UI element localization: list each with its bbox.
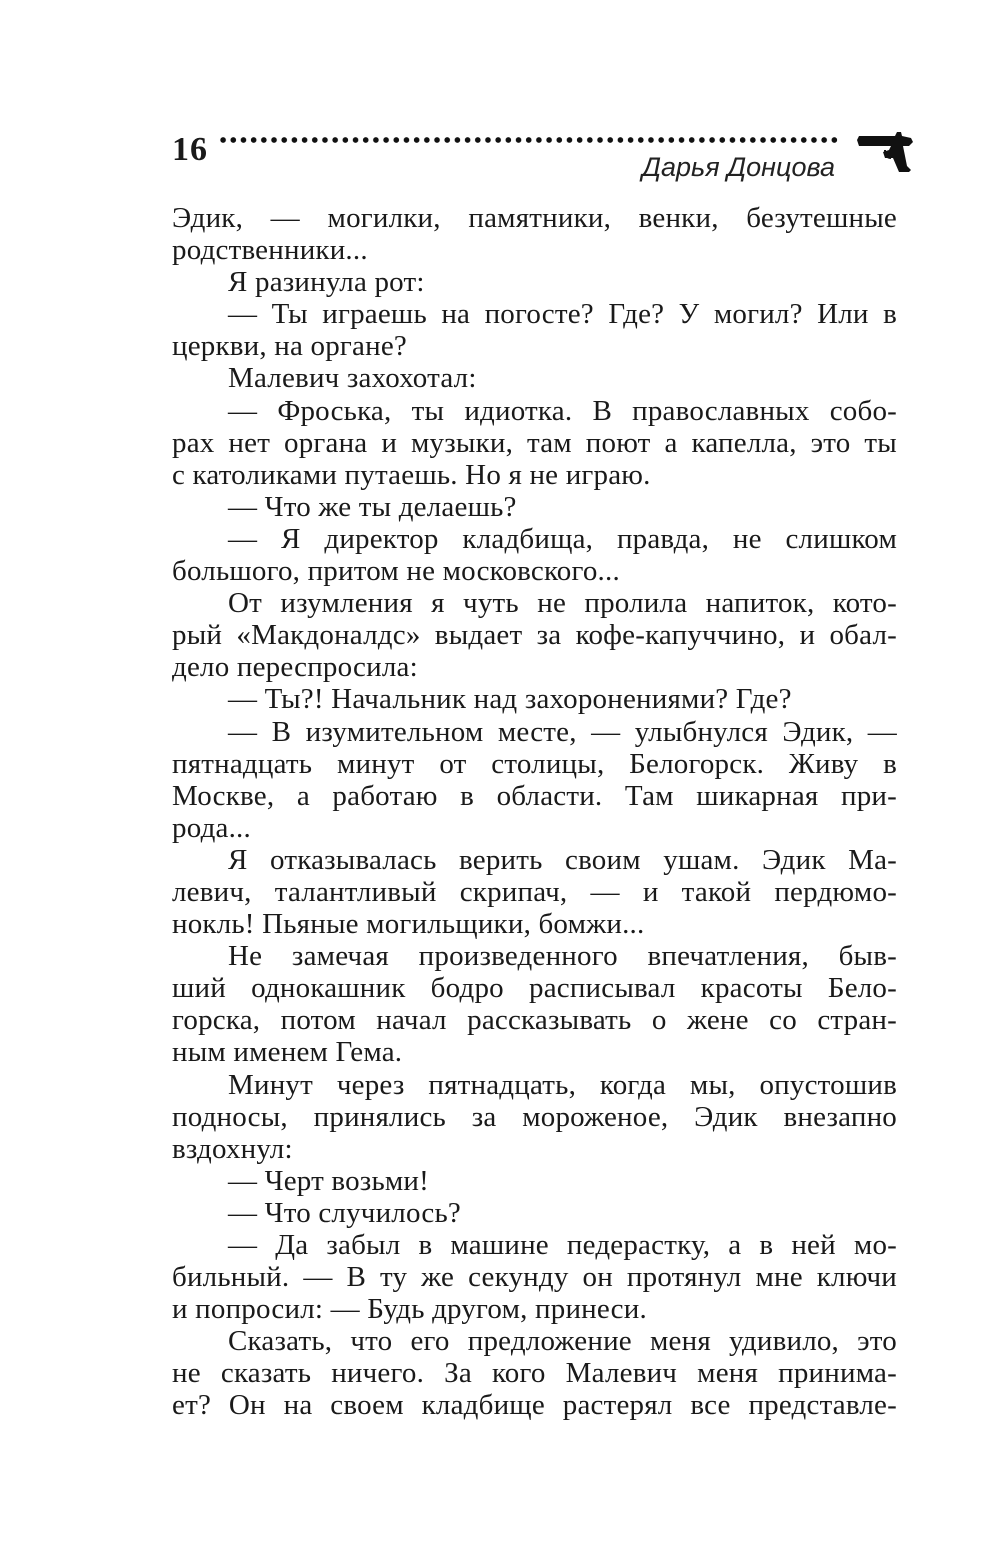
text-line: — В изумительном месте, — улыбнулся Эдик, —	[228, 715, 897, 748]
text-line: — Фроська, ты идиотка. В православных собо-	[228, 394, 897, 427]
text-line: нокль! Пьяные могильщики, бомжи...	[172, 908, 645, 941]
text-line: — Да забыл в машине педерастку, а в ней мо-	[228, 1229, 897, 1261]
text-line: горска, потом начал рассказывать о жене со стран-	[172, 1004, 897, 1037]
text-line: Я отказывалась верить своим ушам. Эдик Ма-	[228, 843, 897, 876]
text-line: — Что же ты делаешь?	[228, 490, 517, 523]
text-line: церкви, на органе?	[172, 330, 407, 363]
text-line: Не замечая произведенного впечатления, быв-	[228, 940, 897, 973]
text-line: рый «Макдоналдс» выдает за кофе-капуччино, и обал-	[172, 619, 897, 652]
dotted-rule	[218, 133, 838, 147]
text-line: с католиками путаешь. Но я не играю.	[172, 458, 651, 491]
text-line: — Черт возьми!	[228, 1164, 430, 1197]
text-line: и попросил: — Будь другом, принеси.	[172, 1293, 647, 1326]
text-line: пятнадцать минут от столицы, Белогорск. Живу в	[172, 747, 897, 780]
text-line: — Ты?! Начальник над захоронениями? Где?	[228, 683, 792, 716]
text-line: рода...	[172, 811, 251, 844]
text-line: Минут через пятнадцать, когда мы, опустошив	[228, 1068, 897, 1101]
revolver-icon	[855, 128, 915, 174]
text-line: дело переспросила:	[172, 651, 418, 684]
text-line: Малевич захохотал:	[228, 362, 477, 395]
text-line: От изумления я чуть не пролила напиток, кото-	[228, 587, 897, 620]
text-line: ший однокашник бодро расписывал красоты Бело-	[172, 972, 897, 1005]
text-line: Эдик, — могилки, памятники, венки, безутешные	[172, 202, 897, 234]
text-line: Москве, а работаю в области. Там шикарная при-	[172, 779, 897, 812]
text-line: большого, притом не московского...	[172, 555, 620, 588]
text-line: бильный. — В ту же секунду он протянул мне ключи	[172, 1261, 897, 1294]
text-line: вздохнул:	[172, 1132, 293, 1165]
text-line: не сказать ничего. За кого Малевич меня принима-	[172, 1357, 897, 1390]
text-line: — Я директор кладбища, правда, не слишком	[228, 522, 897, 555]
text-line: Сказать, что его предложение меня удивило, это	[228, 1325, 897, 1358]
page-number: 16	[172, 131, 208, 168]
text-line: левич, талантливый скрипач, — и такой пердюмо-	[172, 875, 897, 908]
text-line: ет? Он на своем кладбище растерял все представле-	[172, 1389, 897, 1422]
page-header	[0, 0, 1000, 200]
author-name: Дарья Донцова	[641, 152, 835, 182]
text-line: — Что случилось?	[228, 1196, 461, 1229]
body-text	[172, 202, 897, 1422]
text-line: Я разинула рот:	[228, 266, 425, 299]
text-line: — Ты играешь на погосте? Где? У могил? Или в	[228, 298, 897, 331]
text-line: подносы, принялись за мороженое, Эдик внезапно	[172, 1100, 897, 1133]
text-line: ным именем Гема.	[172, 1036, 403, 1069]
text-line: родственники...	[172, 234, 368, 267]
text-line: рах нет органа и музыки, там поют а капелла, это ты	[172, 426, 897, 459]
